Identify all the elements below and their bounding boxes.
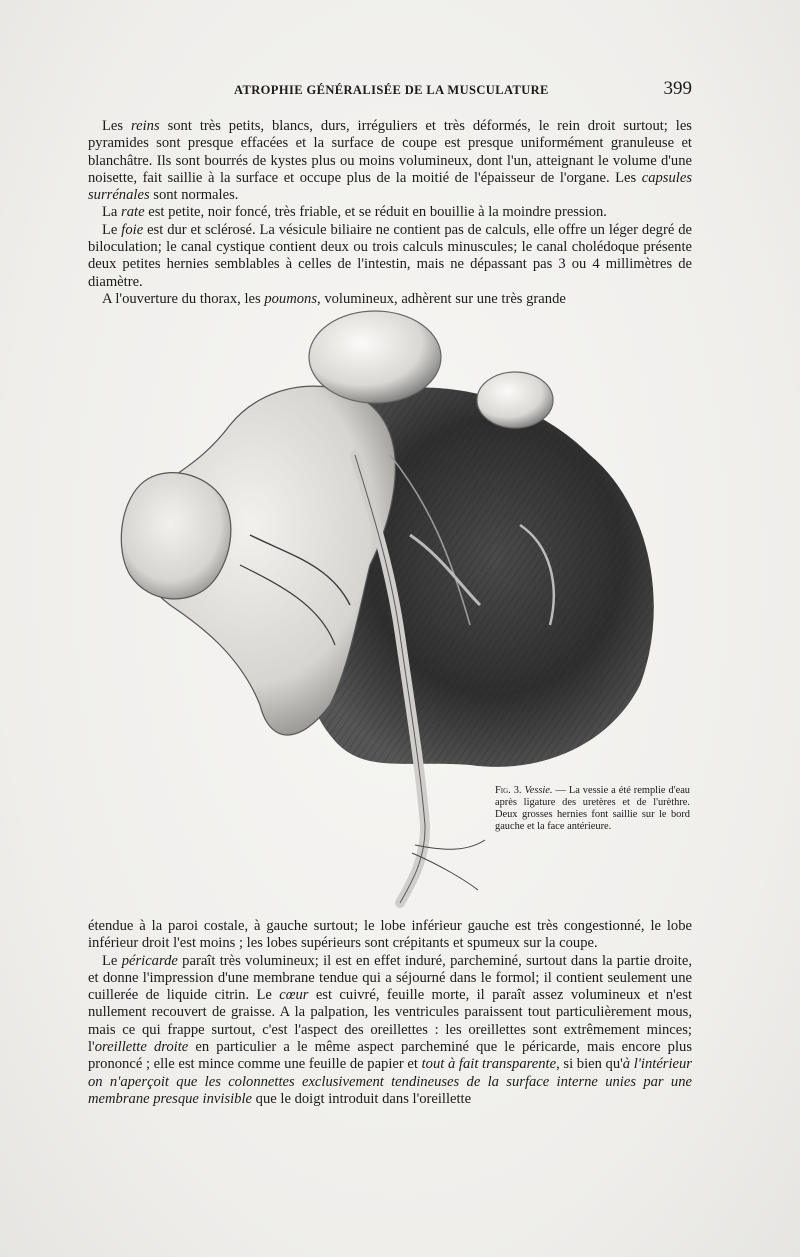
paragraph-rate: La rate est petite, noir foncé, très friable, et se réduit en bouillie à la moindre pression. (102, 204, 607, 221)
figure-label: Fig. 3. (495, 785, 522, 796)
figure-title: Vessie. (524, 785, 553, 796)
running-title: ATROPHIE GÉNÉRALISÉE DE LA MUSCULATURE (234, 83, 549, 97)
page-number: 399 (663, 78, 692, 99)
figure-caption: Fig. 3. Vessie. — La vessie a été remplie d'eau après ligature des uretères et de l'urèthre. Deux grosses hernies font saillie sur le bord gauche et la face antérieure. (495, 785, 691, 832)
body-text-bottom (88, 918, 692, 1108)
page-header (88, 80, 692, 102)
paragraph-poumons-cont: étendue à la paroi costale, à gauche surtout; le lobe inférieur gauche est très congestionné, le lobe inférieur droit l'est moins ; les lobes supérieurs sont crépitants et spumeux sur la coupe. (88, 918, 692, 952)
paragraph-thorax: A l'ouverture du thorax, les poumons, volumineux, adhèrent sur une très grande (102, 290, 566, 307)
body-text-top (88, 118, 692, 308)
paragraph-foie: Le foie est dur et sclérosé. La vésicule biliaire ne contient pas de calculs, elle offre un léger degré de biloculation; le canal cystique contient deux ou trois calculs minuscules; le canal cholédoque présente deux petites hernies semblables à celles de l'intestin, mais ne dépassant pas 3 ou 4 millimètres de diamètre. (88, 221, 692, 290)
paragraph-reins: Les reins sont très petits, blancs, durs, irréguliers et très déformés, le rein droit surtout; les pyramides sont presque effacées et la surface de coupe est presque uniformément granuleuse et blanchâtre. Ils sont bourrés de kystes plus ou moins volumineux, dont l'un, atteignant le volume d'une noisette, fait saillie à la surface et occupe plus de la moitié de l'épaisseur de l'organe. Les capsules surrénales sont normales. (88, 118, 692, 204)
figure-caption-text: La vessie a été remplie d'eau après ligature des uretères et de l'urèthre. Deux grosses hernies font saillie sur le bord gauche et la face antérieure. (495, 785, 691, 832)
bladder-figure (110, 305, 691, 910)
paragraph-pericarde: Le péricarde paraît très volumineux; il est en effet induré, parcheminé, surtout dans la partie droite, et donne l'impression d'une membrane tendue qui a séjourné dans le formol; il contient seulement une cuillerée de liquide citrin. Le cœur est cuivré, feuille morte, il paraît assez volumineux et n'est nullement recouvert de graisse. A la palpation, les ventricules paraissent tout particulièrement mous, mais ce qui frappe surtout, c'est l'aspect des oreillettes : les oreillettes sont extrêmement minces; l'oreillette droite en particulier a le même aspect parcheminé que le péricarde, mais encore plus prononcé ; elle est mince comme une feuille de papier et tout à fait transparente, si bien qu'à l'intérieur on n'aperçoit que les colonnettes exclusivement tendineuses de la surface interne unies par une membrane presque invisible que le doigt introduit dans l'oreillette (88, 952, 693, 1107)
